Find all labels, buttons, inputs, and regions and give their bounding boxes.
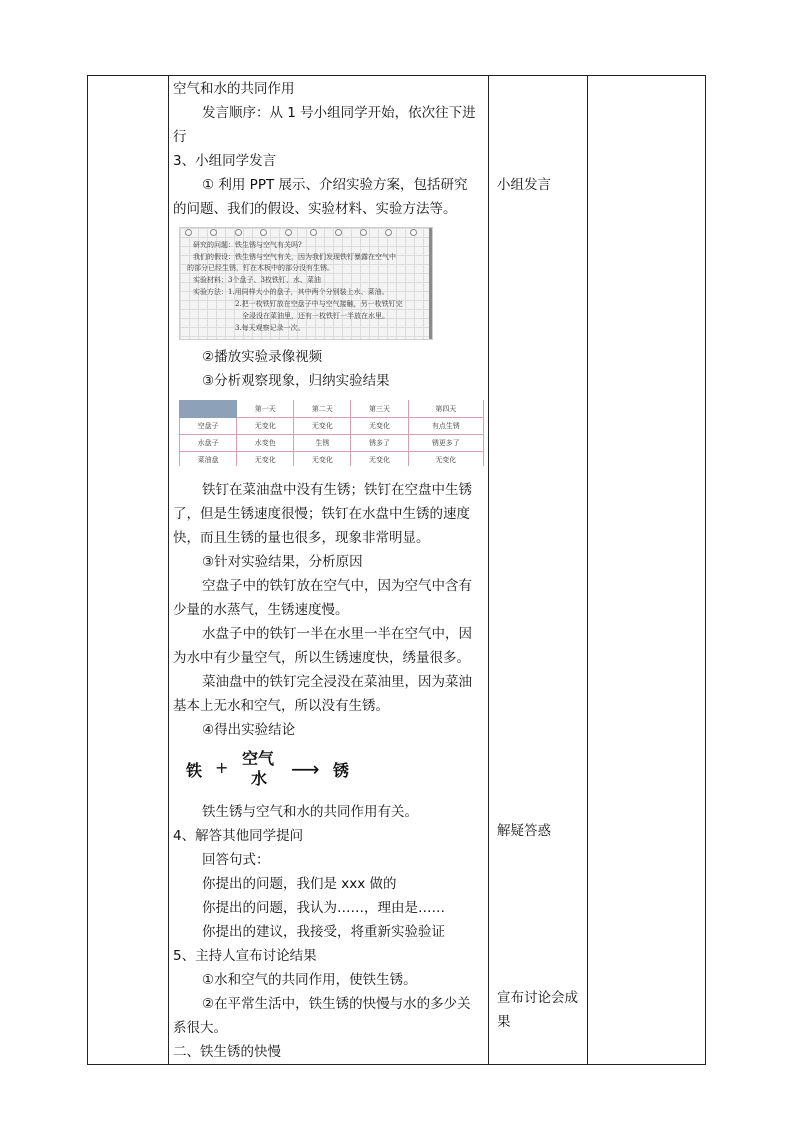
formula-water: 水: [251, 769, 268, 788]
lesson-table: [87, 75, 706, 1065]
column-divider-3: [587, 76, 588, 1064]
slide-text: 实验方法：1.用同样大小的盘子，其中两个分别装上水、菜油。: [193, 288, 389, 296]
text-line: 铁生锈与空气和水的共同作用有关。: [202, 804, 418, 820]
slide-text: 全浸没在菜油里，还有一枚铁钉一半放在水里。: [242, 312, 389, 320]
table-cell: 有点生锈: [408, 418, 483, 435]
experiment-plan-slide-image: [179, 227, 433, 340]
text-line: ①水和空气的共同作用，使铁生锈。: [202, 972, 417, 988]
text-line: 快，而且生锈的量也很多，现象非常明显。: [173, 530, 430, 546]
table-row: [180, 452, 484, 467]
header-cell: 第三天: [351, 401, 408, 418]
table-cell: 锈更多了: [408, 435, 483, 452]
text-line: ②播放实验录像视频: [202, 349, 323, 365]
column-divider-1: [168, 76, 169, 1064]
text-line: 了，但是生锈速度很慢；铁钉在水盘中生锈的速度: [173, 506, 470, 522]
table-cell: 无变化: [237, 418, 294, 435]
text-line: 铁钉在菜油盘中没有生锈；铁钉在空盘中生锈: [202, 482, 472, 498]
text-line: ④得出实验结论: [202, 722, 296, 738]
observation-table: [179, 400, 484, 466]
formula-arrow: ⟶: [291, 757, 320, 781]
table-cell: 无变化: [237, 452, 294, 467]
slide-text: 研究的问题：铁生锈与空气有关吗?: [193, 241, 302, 249]
text-line: 你提出的问题，我们是 xxx 做的: [202, 876, 397, 892]
text-line: ③针对实验结果，分析原因: [202, 554, 363, 570]
table-cell: 锈多了: [351, 435, 408, 452]
text-line: 空气和水的共同作用: [173, 81, 295, 97]
table-row: [180, 418, 484, 435]
formula-air: 空气: [242, 749, 275, 768]
slide-text: 实验材料：3个盘子、3枚铁钉、水、菜油: [193, 276, 321, 284]
section-heading: 二、铁生锈的快慢: [173, 1044, 281, 1060]
text-line: ① 利用 PPT 展示、介绍实验方案，包括研究: [202, 177, 468, 193]
table-cell: 无变化: [351, 418, 408, 435]
table-cell: 生锈: [294, 435, 351, 452]
column-divider-2: [488, 76, 489, 1064]
text-line: 你提出的建议，我接受，将重新实验验证: [202, 924, 445, 940]
text-line: 的问题、我们的假设、实验材料、实验方法等。: [173, 201, 457, 217]
slide-edge: [429, 228, 432, 339]
text-line: 你提出的问题，我认为……，理由是……: [202, 900, 445, 916]
rust-formula: [173, 744, 373, 788]
header-cell: 第二天: [294, 401, 351, 418]
header-corner-cell: [180, 401, 237, 418]
section-heading: 3、小组同学发言: [173, 153, 277, 169]
slide-text: 的部分已经生锈，钉在木板中的部分没有生锈。: [187, 264, 334, 272]
table-cell: 无变化: [294, 418, 351, 435]
row-label: 菜油盘: [180, 452, 237, 467]
student-activity-3b: 果: [497, 1014, 511, 1030]
text-line: 发言顺序：从 1 号小组同学开始，依次往下进: [202, 105, 476, 121]
formula-iron: 铁: [186, 761, 203, 780]
text-line: 空盘子中的铁钉放在空气中，因为空气中含有: [202, 578, 472, 594]
text-line: ②在平常生活中，铁生锈的快慢与水的多少关: [202, 996, 471, 1012]
header-cell: 第四天: [408, 401, 483, 418]
text-line: 少量的水蒸气，生锈速度慢。: [173, 602, 349, 618]
text-line: 行: [173, 129, 187, 145]
slide-text: 3.每天观察记录一次。: [235, 324, 305, 332]
student-activity-3a: 宣布讨论会成: [497, 990, 578, 1006]
formula-plus: +: [215, 758, 229, 777]
table-row: [180, 435, 484, 452]
table-cell: 无变化: [351, 452, 408, 467]
slide-text: 2.把一枚铁钉放在空盘子中与空气接触，另一枚铁钉完: [235, 300, 403, 308]
observation-table-image: [179, 400, 484, 466]
formula-rust: 锈: [333, 761, 350, 780]
binder-rings: [180, 229, 432, 235]
section-heading: 4、解答其他同学提问: [173, 828, 304, 844]
row-label: 空盘子: [180, 418, 237, 435]
row-label: 水盘子: [180, 435, 237, 452]
table-cell: 水变色: [237, 435, 294, 452]
text-line: 回答句式：: [202, 852, 270, 868]
text-line: 基本上无水和空气，所以没有生锈。: [173, 698, 389, 714]
text-line: ③分析观察现象，归纳实验结果: [202, 373, 390, 389]
text-line: 菜油盘中的铁钉完全浸没在菜油里，因为菜油: [202, 674, 472, 690]
text-line: 为水中有少量空气，所以生锈速度快，绣量很多。: [173, 650, 470, 666]
text-line: 系很大。: [173, 1020, 227, 1036]
table-cell: 无变化: [408, 452, 483, 467]
slide-text: 我们的假设：铁生锈与空气有关，因为我们发现铁钉暴露在空气中: [193, 253, 396, 261]
table-cell: 无变化: [294, 452, 351, 467]
header-cell: 第一天: [237, 401, 294, 418]
text-line: 水盘子中的铁钉一半在水里一半在空气中，因: [202, 626, 472, 642]
student-activity-2: 解疑答惑: [497, 823, 551, 839]
section-heading: 5、主持人宣布讨论结果: [173, 948, 317, 964]
student-activity-1: 小组发言: [497, 177, 551, 193]
